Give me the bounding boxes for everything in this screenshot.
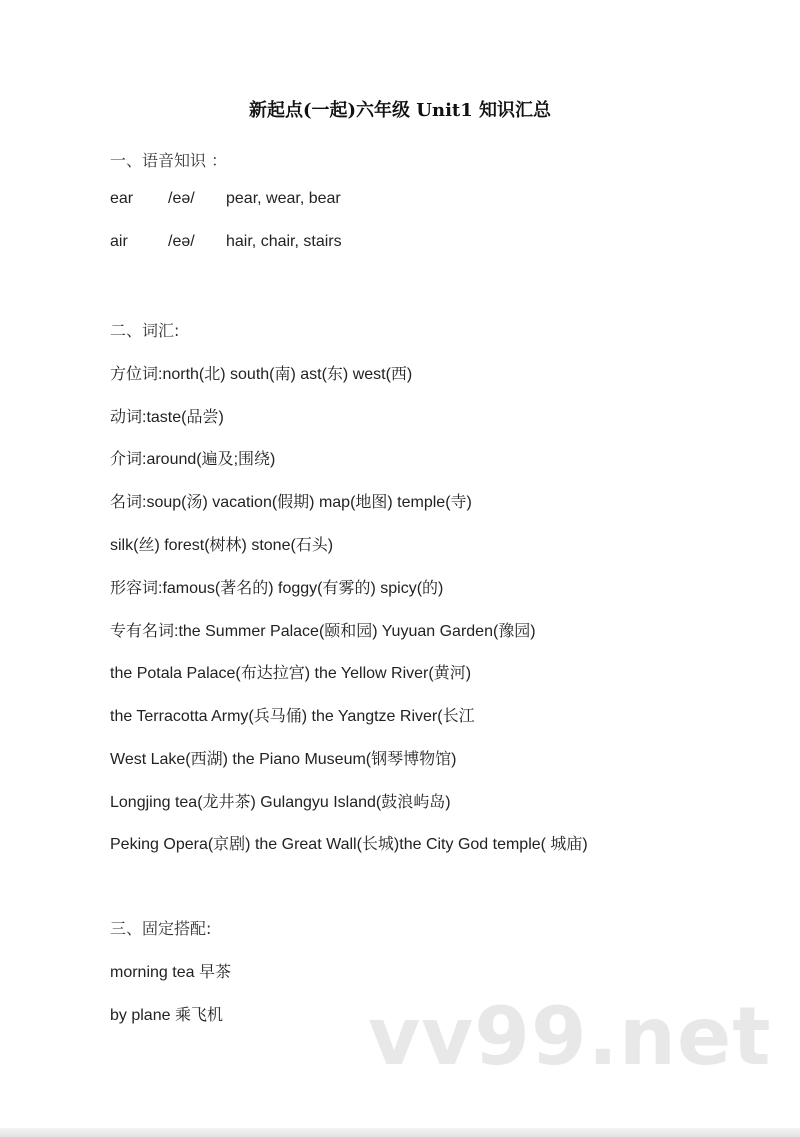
vocabulary-heading: 二、词汇: <box>110 321 180 340</box>
phonics-row <box>110 233 342 251</box>
vocabulary-line-direction-words: 方位词:north(北) south(南) ast(东) west(西) <box>110 366 413 383</box>
vocabulary-line-proper-nouns-5: Longjing tea(龙井茶) Gulangyu Island(鼓浪屿岛) <box>110 794 451 811</box>
vocabulary-line-proper-nouns-2: the Potala Palace(布达拉宫) the Yellow River(黄河) <box>110 665 472 682</box>
vocabulary-line-verbs: 动词:taste(品尝) <box>110 409 224 426</box>
page-bottom-edge <box>0 1128 800 1137</box>
vocabulary-line-nouns-continued: silk(丝) forest(树林) stone(石头) <box>110 537 334 554</box>
phonics-symbol: /eə/ <box>168 233 195 250</box>
phonics-symbol: /eə/ <box>168 190 195 207</box>
document-title: 新起点(一起)六年级 Unit1 知识汇总 <box>248 100 552 121</box>
page-top-margin <box>0 0 800 44</box>
phrase-line: by plane 乘飞机 <box>110 1007 223 1024</box>
phonics-heading: 一、语音知识 ： <box>110 151 228 170</box>
phonics-letters: ear <box>110 190 134 207</box>
vocabulary-line-nouns: 名词:soup(汤) vacation(假期) map(地图) temple(寺) <box>110 494 472 511</box>
vocabulary-line-proper-nouns: 专有名词:the Summer Palace(颐和园) Yuyuan Garden(豫园) <box>110 623 536 640</box>
vocabulary-line-adjectives: 形容词:famous(著名的) foggy(有雾的) spicy(的) <box>110 580 444 597</box>
phonics-words: hair, chair, stairs <box>226 233 342 250</box>
vocabulary-line-proper-nouns-4: West Lake(西湖) the Piano Museum(钢琴博物馆) <box>110 751 457 768</box>
phonics-words: pear, wear, bear <box>226 190 341 207</box>
watermark: vv99.net <box>368 990 772 1083</box>
phrase-line: morning tea 早茶 <box>110 964 231 981</box>
vocabulary-line-proper-nouns-6: Peking Opera(京剧) the Great Wall(长城)the City God temple( 城庙) <box>110 836 588 853</box>
phrases-heading: 三、固定搭配: <box>110 919 212 938</box>
phonics-letters: air <box>110 233 128 250</box>
vocabulary-line-prepositions: 介词:around(遍及;围绕) <box>110 451 276 468</box>
phonics-row <box>110 190 341 208</box>
vocabulary-line-proper-nouns-3: the Terracotta Army(兵马俑) the Yangtze River(长江 <box>110 708 475 725</box>
